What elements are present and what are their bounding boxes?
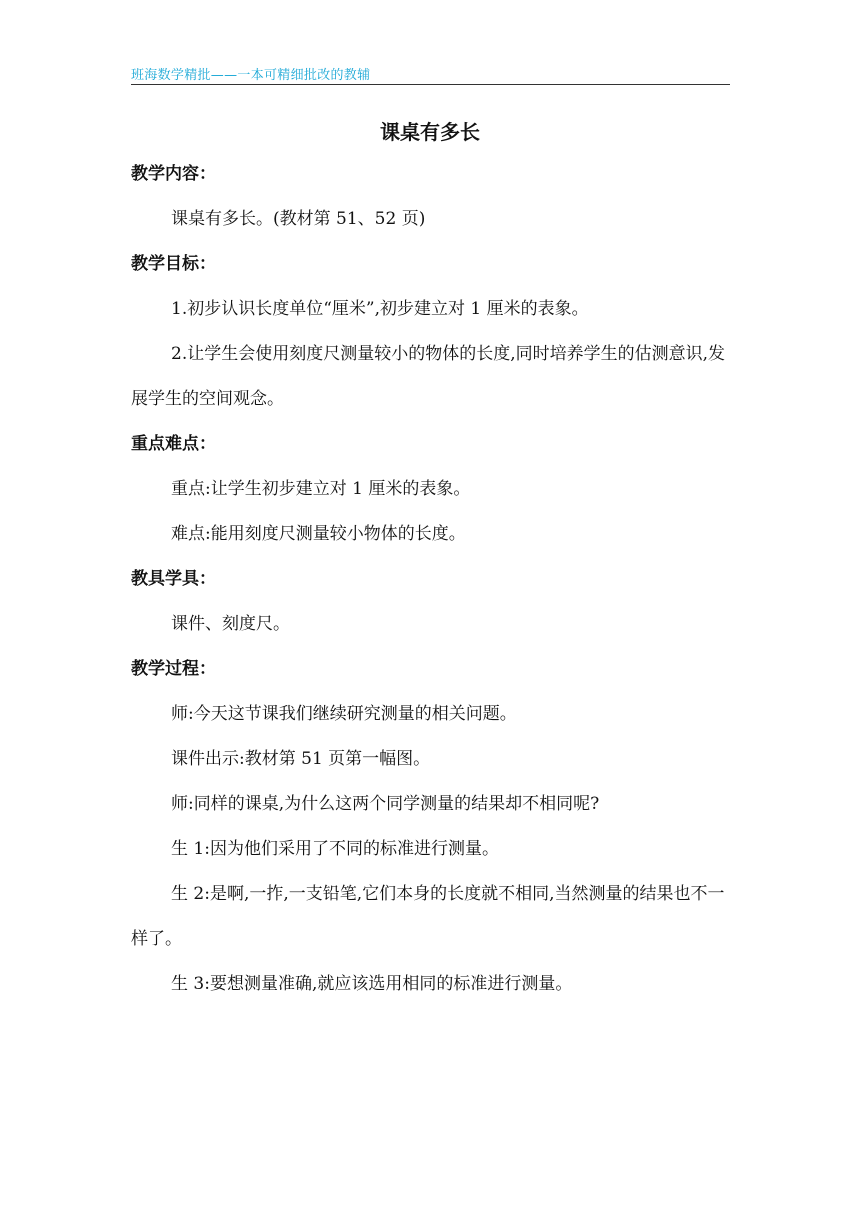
section-heading-process: 教学过程： (131, 659, 216, 679)
header-text: 班海数学精批——一本可精细批改的教辅 (131, 68, 371, 83)
process-paragraph: 生 1:因为他们采用了不同的标准进行测量。 (171, 839, 499, 859)
content-paragraph: 课桌有多长。(教材第 51、52 页) (171, 209, 426, 229)
goal-paragraph-2: 2.让学生会使用刻度尺测量较小的物体的长度,同时培养学生的估测意识,发展学生的空间观念。 (131, 344, 726, 409)
document-body (131, 152, 731, 1007)
page-header (131, 62, 730, 85)
process-paragraph: 生 2:是啊,一拃,一支铅笔,它们本身的长度就不相同,当然测量的结果也不一样了。 (131, 884, 725, 949)
key-point-paragraph: 重点:让学生初步建立对 1 厘米的表象。 (171, 479, 471, 499)
process-paragraph: 课件出示:教材第 51 页第一幅图。 (171, 749, 431, 769)
section-heading-key-points: 重点难点： (131, 434, 216, 454)
section-heading-goals: 教学目标： (131, 254, 216, 274)
tools-paragraph: 课件、刻度尺。 (171, 614, 290, 634)
goal-paragraph-1: 1.初步认识长度单位“厘米”,初步建立对 1 厘米的表象。 (171, 299, 589, 319)
section-heading-content: 教学内容： (131, 164, 216, 184)
process-paragraph: 师:今天这节课我们继续研究测量的相关问题。 (171, 704, 517, 724)
difficult-point-paragraph: 难点:能用刻度尺测量较小物体的长度。 (171, 524, 466, 544)
process-paragraph: 师:同样的课桌,为什么这两个同学测量的结果却不相同呢? (171, 794, 600, 814)
process-paragraph: 生 3:要想测量准确,就应该选用相同的标准进行测量。 (171, 974, 573, 994)
page-title: 课桌有多长 (380, 120, 480, 144)
section-heading-tools: 教具学具： (131, 569, 216, 589)
